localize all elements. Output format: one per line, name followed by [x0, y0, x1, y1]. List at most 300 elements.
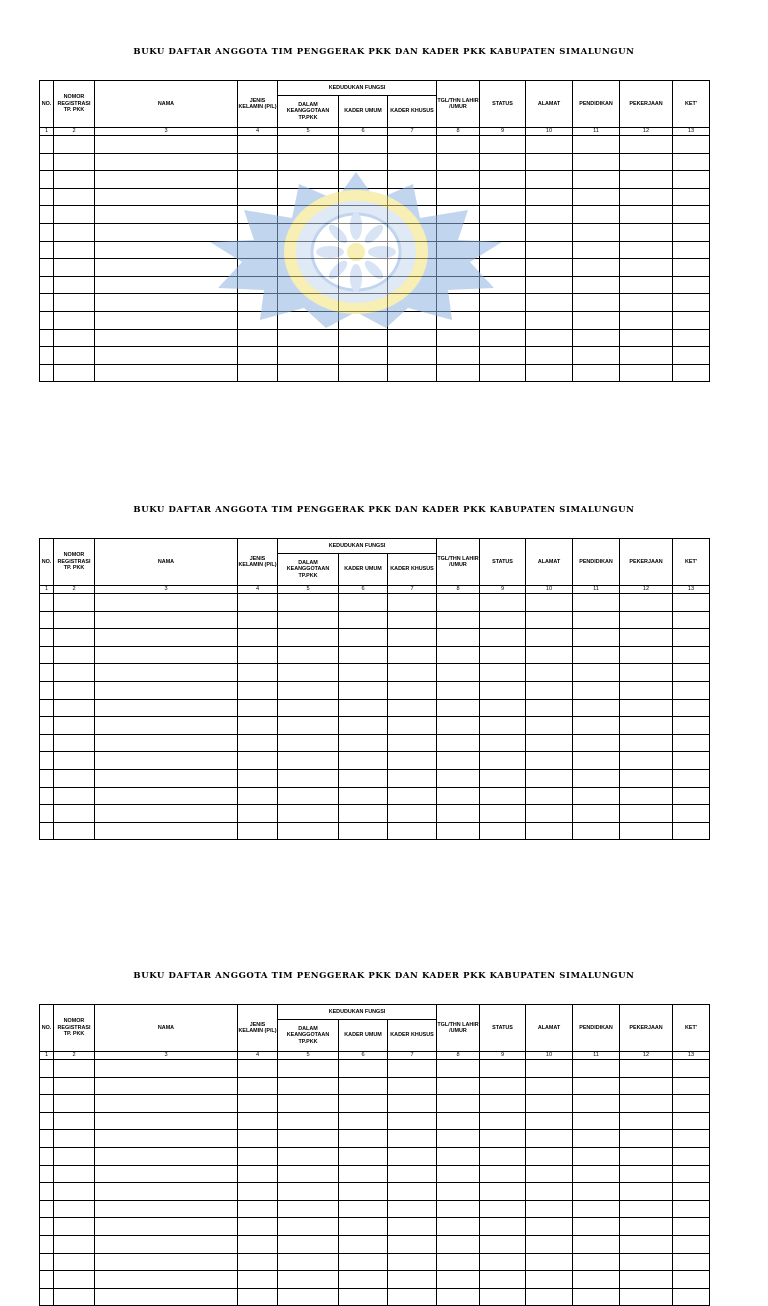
table-cell[interactable]: [339, 752, 388, 770]
table-cell[interactable]: [278, 646, 339, 664]
table-cell[interactable]: [620, 1183, 673, 1201]
table-cell[interactable]: [339, 347, 388, 365]
table-cell[interactable]: [95, 1147, 238, 1165]
table-cell[interactable]: [40, 364, 54, 382]
table-cell[interactable]: [95, 752, 238, 770]
table-cell[interactable]: [40, 329, 54, 347]
table-cell[interactable]: [620, 734, 673, 752]
table-cell[interactable]: [54, 646, 95, 664]
table-cell[interactable]: [339, 1183, 388, 1201]
table-cell[interactable]: [480, 787, 526, 805]
table-cell[interactable]: [95, 805, 238, 823]
table-cell[interactable]: [526, 276, 573, 294]
table-cell[interactable]: [339, 717, 388, 735]
table-cell[interactable]: [54, 241, 95, 259]
table-cell[interactable]: [40, 752, 54, 770]
table-cell[interactable]: [573, 329, 620, 347]
table-cell[interactable]: [278, 787, 339, 805]
table-cell[interactable]: [40, 1147, 54, 1165]
table-cell[interactable]: [339, 1060, 388, 1078]
table-cell[interactable]: [620, 223, 673, 241]
table-cell[interactable]: [95, 611, 238, 629]
table-cell[interactable]: [339, 787, 388, 805]
table-cell[interactable]: [238, 1200, 278, 1218]
table-cell[interactable]: [573, 1235, 620, 1253]
table-cell[interactable]: [388, 136, 437, 154]
table-cell[interactable]: [278, 1218, 339, 1236]
table-cell[interactable]: [526, 1271, 573, 1289]
table-cell[interactable]: [388, 1095, 437, 1113]
table-cell[interactable]: [40, 259, 54, 277]
table-cell[interactable]: [278, 1253, 339, 1271]
table-cell[interactable]: [40, 1271, 54, 1289]
table-cell[interactable]: [526, 329, 573, 347]
table-cell[interactable]: [620, 329, 673, 347]
table-cell[interactable]: [238, 1183, 278, 1201]
table-cell[interactable]: [480, 629, 526, 647]
table-cell[interactable]: [278, 1165, 339, 1183]
table-cell[interactable]: [620, 1218, 673, 1236]
table-cell[interactable]: [388, 1271, 437, 1289]
table-cell[interactable]: [620, 136, 673, 154]
table-cell[interactable]: [54, 681, 95, 699]
table-cell[interactable]: [339, 153, 388, 171]
table-cell[interactable]: [437, 1218, 480, 1236]
table-cell[interactable]: [278, 1077, 339, 1095]
table-cell[interactable]: [278, 153, 339, 171]
table-cell[interactable]: [573, 1218, 620, 1236]
table-cell[interactable]: [620, 787, 673, 805]
table-cell[interactable]: [238, 1165, 278, 1183]
table-cell[interactable]: [388, 329, 437, 347]
table-cell[interactable]: [480, 1112, 526, 1130]
table-cell[interactable]: [388, 699, 437, 717]
table-cell[interactable]: [388, 1077, 437, 1095]
table-cell[interactable]: [278, 594, 339, 612]
table-cell[interactable]: [339, 629, 388, 647]
table-cell[interactable]: [54, 1147, 95, 1165]
table-cell[interactable]: [437, 594, 480, 612]
table-cell[interactable]: [339, 699, 388, 717]
table-cell[interactable]: [40, 717, 54, 735]
table-cell[interactable]: [388, 611, 437, 629]
table-cell[interactable]: [620, 1147, 673, 1165]
table-cell[interactable]: [54, 769, 95, 787]
table-cell[interactable]: [238, 1218, 278, 1236]
table-cell[interactable]: [278, 717, 339, 735]
table-cell[interactable]: [526, 717, 573, 735]
table-cell[interactable]: [437, 1271, 480, 1289]
table-cell[interactable]: [238, 153, 278, 171]
table-cell[interactable]: [526, 1253, 573, 1271]
table-cell[interactable]: [437, 364, 480, 382]
table-cell[interactable]: [437, 734, 480, 752]
table-cell[interactable]: [95, 1288, 238, 1306]
table-cell[interactable]: [278, 136, 339, 154]
table-cell[interactable]: [54, 752, 95, 770]
table-cell[interactable]: [238, 136, 278, 154]
table-cell[interactable]: [54, 223, 95, 241]
table-cell[interactable]: [526, 822, 573, 840]
table-cell[interactable]: [278, 611, 339, 629]
table-cell[interactable]: [95, 1253, 238, 1271]
table-cell[interactable]: [620, 1095, 673, 1113]
table-cell[interactable]: [526, 787, 573, 805]
table-cell[interactable]: [573, 805, 620, 823]
table-cell[interactable]: [526, 699, 573, 717]
table-cell[interactable]: [526, 1288, 573, 1306]
table-cell[interactable]: [238, 787, 278, 805]
table-cell[interactable]: [238, 699, 278, 717]
table-cell[interactable]: [673, 1235, 710, 1253]
table-cell[interactable]: [40, 1253, 54, 1271]
table-cell[interactable]: [437, 664, 480, 682]
table-cell[interactable]: [54, 311, 95, 329]
table-cell[interactable]: [573, 1183, 620, 1201]
table-cell[interactable]: [480, 1060, 526, 1078]
table-cell[interactable]: [339, 1095, 388, 1113]
table-cell[interactable]: [54, 594, 95, 612]
table-cell[interactable]: [238, 805, 278, 823]
table-cell[interactable]: [238, 1130, 278, 1148]
table-cell[interactable]: [437, 1060, 480, 1078]
table-cell[interactable]: [620, 1253, 673, 1271]
table-cell[interactable]: [480, 1288, 526, 1306]
table-cell[interactable]: [40, 241, 54, 259]
table-cell[interactable]: [573, 1060, 620, 1078]
table-cell[interactable]: [673, 769, 710, 787]
table-cell[interactable]: [40, 347, 54, 365]
table-cell[interactable]: [95, 1165, 238, 1183]
table-cell[interactable]: [95, 699, 238, 717]
table-cell[interactable]: [238, 347, 278, 365]
table-cell[interactable]: [437, 1077, 480, 1095]
table-cell[interactable]: [278, 347, 339, 365]
table-cell[interactable]: [673, 594, 710, 612]
table-cell[interactable]: [238, 1235, 278, 1253]
table-cell[interactable]: [388, 1130, 437, 1148]
table-cell[interactable]: [238, 364, 278, 382]
table-cell[interactable]: [526, 171, 573, 189]
table-cell[interactable]: [620, 294, 673, 312]
table-cell[interactable]: [573, 311, 620, 329]
table-cell[interactable]: [673, 223, 710, 241]
table-cell[interactable]: [238, 1095, 278, 1113]
table-cell[interactable]: [95, 1183, 238, 1201]
table-cell[interactable]: [40, 188, 54, 206]
table-cell[interactable]: [673, 1147, 710, 1165]
table-cell[interactable]: [526, 1165, 573, 1183]
table-cell[interactable]: [480, 329, 526, 347]
table-cell[interactable]: [339, 805, 388, 823]
table-cell[interactable]: [95, 153, 238, 171]
table-cell[interactable]: [573, 646, 620, 664]
table-cell[interactable]: [673, 136, 710, 154]
table-cell[interactable]: [40, 822, 54, 840]
table-cell[interactable]: [238, 734, 278, 752]
table-cell[interactable]: [238, 664, 278, 682]
table-cell[interactable]: [388, 1112, 437, 1130]
table-cell[interactable]: [278, 1183, 339, 1201]
table-cell[interactable]: [40, 1235, 54, 1253]
table-cell[interactable]: [339, 594, 388, 612]
table-cell[interactable]: [40, 664, 54, 682]
table-cell[interactable]: [437, 1112, 480, 1130]
table-cell[interactable]: [95, 1077, 238, 1095]
table-cell[interactable]: [54, 364, 95, 382]
table-cell[interactable]: [526, 136, 573, 154]
table-cell[interactable]: [573, 1253, 620, 1271]
table-cell[interactable]: [673, 1253, 710, 1271]
table-cell[interactable]: [573, 1200, 620, 1218]
table-cell[interactable]: [339, 1253, 388, 1271]
table-cell[interactable]: [54, 1200, 95, 1218]
table-cell[interactable]: [673, 611, 710, 629]
table-cell[interactable]: [278, 1130, 339, 1148]
table-cell[interactable]: [95, 347, 238, 365]
table-cell[interactable]: [673, 734, 710, 752]
table-cell[interactable]: [54, 1165, 95, 1183]
table-cell[interactable]: [238, 822, 278, 840]
table-cell[interactable]: [238, 769, 278, 787]
table-cell[interactable]: [480, 1235, 526, 1253]
table-cell[interactable]: [526, 594, 573, 612]
table-cell[interactable]: [54, 1235, 95, 1253]
table-cell[interactable]: [339, 681, 388, 699]
table-cell[interactable]: [388, 347, 437, 365]
table-cell[interactable]: [238, 681, 278, 699]
table-cell[interactable]: [480, 734, 526, 752]
table-cell[interactable]: [339, 611, 388, 629]
table-cell[interactable]: [620, 206, 673, 224]
table-cell[interactable]: [620, 594, 673, 612]
table-cell[interactable]: [54, 664, 95, 682]
table-cell[interactable]: [573, 188, 620, 206]
table-cell[interactable]: [54, 259, 95, 277]
table-cell[interactable]: [673, 1218, 710, 1236]
table-cell[interactable]: [95, 329, 238, 347]
table-cell[interactable]: [95, 1235, 238, 1253]
table-cell[interactable]: [54, 1253, 95, 1271]
table-cell[interactable]: [526, 364, 573, 382]
table-cell[interactable]: [95, 1218, 238, 1236]
table-cell[interactable]: [620, 822, 673, 840]
table-cell[interactable]: [339, 1218, 388, 1236]
table-cell[interactable]: [95, 1200, 238, 1218]
table-cell[interactable]: [673, 294, 710, 312]
table-cell[interactable]: [437, 347, 480, 365]
table-cell[interactable]: [526, 259, 573, 277]
table-cell[interactable]: [54, 347, 95, 365]
table-cell[interactable]: [278, 734, 339, 752]
table-cell[interactable]: [573, 1077, 620, 1095]
table-cell[interactable]: [40, 1200, 54, 1218]
table-cell[interactable]: [526, 1147, 573, 1165]
table-cell[interactable]: [573, 594, 620, 612]
table-cell[interactable]: [437, 1200, 480, 1218]
table-cell[interactable]: [54, 1130, 95, 1148]
table-cell[interactable]: [339, 769, 388, 787]
table-cell[interactable]: [480, 1095, 526, 1113]
table-cell[interactable]: [40, 769, 54, 787]
table-cell[interactable]: [673, 664, 710, 682]
table-cell[interactable]: [673, 629, 710, 647]
table-cell[interactable]: [620, 717, 673, 735]
table-cell[interactable]: [437, 1130, 480, 1148]
table-cell[interactable]: [95, 629, 238, 647]
table-cell[interactable]: [573, 276, 620, 294]
table-cell[interactable]: [54, 206, 95, 224]
table-cell[interactable]: [388, 787, 437, 805]
table-cell[interactable]: [54, 1077, 95, 1095]
table-cell[interactable]: [620, 1200, 673, 1218]
table-cell[interactable]: [437, 699, 480, 717]
table-cell[interactable]: [526, 153, 573, 171]
table-cell[interactable]: [339, 364, 388, 382]
table-cell[interactable]: [437, 1288, 480, 1306]
table-cell[interactable]: [40, 223, 54, 241]
table-cell[interactable]: [620, 347, 673, 365]
table-cell[interactable]: [673, 1183, 710, 1201]
table-cell[interactable]: [437, 1095, 480, 1113]
table-cell[interactable]: [573, 364, 620, 382]
table-cell[interactable]: [54, 329, 95, 347]
table-cell[interactable]: [388, 734, 437, 752]
table-cell[interactable]: [437, 329, 480, 347]
table-cell[interactable]: [573, 206, 620, 224]
table-cell[interactable]: [388, 364, 437, 382]
table-cell[interactable]: [480, 1165, 526, 1183]
table-cell[interactable]: [278, 752, 339, 770]
table-cell[interactable]: [388, 1200, 437, 1218]
table-cell[interactable]: [388, 717, 437, 735]
table-cell[interactable]: [278, 805, 339, 823]
table-cell[interactable]: [437, 805, 480, 823]
table-cell[interactable]: [278, 681, 339, 699]
table-cell[interactable]: [620, 646, 673, 664]
table-cell[interactable]: [95, 1060, 238, 1078]
table-cell[interactable]: [620, 1235, 673, 1253]
table-cell[interactable]: [620, 1060, 673, 1078]
table-cell[interactable]: [278, 769, 339, 787]
table-cell[interactable]: [480, 347, 526, 365]
table-cell[interactable]: [40, 629, 54, 647]
table-cell[interactable]: [339, 136, 388, 154]
table-cell[interactable]: [238, 646, 278, 664]
table-cell[interactable]: [573, 611, 620, 629]
table-cell[interactable]: [573, 1147, 620, 1165]
table-cell[interactable]: [480, 1218, 526, 1236]
table-cell[interactable]: [339, 1130, 388, 1148]
table-cell[interactable]: [54, 294, 95, 312]
table-cell[interactable]: [526, 629, 573, 647]
table-cell[interactable]: [526, 1235, 573, 1253]
table-cell[interactable]: [40, 594, 54, 612]
table-cell[interactable]: [526, 206, 573, 224]
table-cell[interactable]: [95, 1112, 238, 1130]
table-cell[interactable]: [573, 259, 620, 277]
table-cell[interactable]: [437, 1235, 480, 1253]
table-cell[interactable]: [620, 681, 673, 699]
table-cell[interactable]: [480, 1200, 526, 1218]
table-cell[interactable]: [673, 1200, 710, 1218]
table-cell[interactable]: [40, 1112, 54, 1130]
table-cell[interactable]: [278, 1235, 339, 1253]
table-cell[interactable]: [54, 136, 95, 154]
table-cell[interactable]: [278, 629, 339, 647]
table-cell[interactable]: [673, 717, 710, 735]
table-cell[interactable]: [620, 276, 673, 294]
table-cell[interactable]: [339, 1200, 388, 1218]
table-cell[interactable]: [480, 752, 526, 770]
table-cell[interactable]: [388, 1288, 437, 1306]
table-cell[interactable]: [673, 1271, 710, 1289]
table-cell[interactable]: [673, 646, 710, 664]
table-cell[interactable]: [238, 752, 278, 770]
table-cell[interactable]: [388, 681, 437, 699]
table-cell[interactable]: [620, 1165, 673, 1183]
table-cell[interactable]: [54, 1095, 95, 1113]
table-cell[interactable]: [54, 188, 95, 206]
table-cell[interactable]: [673, 329, 710, 347]
table-cell[interactable]: [673, 752, 710, 770]
table-cell[interactable]: [388, 822, 437, 840]
table-cell[interactable]: [673, 787, 710, 805]
table-cell[interactable]: [673, 206, 710, 224]
table-cell[interactable]: [437, 1253, 480, 1271]
table-cell[interactable]: [278, 329, 339, 347]
table-cell[interactable]: [238, 1253, 278, 1271]
table-cell[interactable]: [278, 1112, 339, 1130]
table-cell[interactable]: [40, 294, 54, 312]
table-cell[interactable]: [480, 1077, 526, 1095]
table-cell[interactable]: [238, 1288, 278, 1306]
table-cell[interactable]: [526, 1077, 573, 1095]
table-cell[interactable]: [673, 364, 710, 382]
table-cell[interactable]: [238, 717, 278, 735]
table-cell[interactable]: [620, 805, 673, 823]
table-cell[interactable]: [54, 1060, 95, 1078]
table-cell[interactable]: [40, 1095, 54, 1113]
table-cell[interactable]: [339, 1112, 388, 1130]
table-cell[interactable]: [673, 822, 710, 840]
table-cell[interactable]: [40, 1165, 54, 1183]
table-cell[interactable]: [388, 1218, 437, 1236]
table-cell[interactable]: [480, 136, 526, 154]
table-cell[interactable]: [573, 171, 620, 189]
table-cell[interactable]: [278, 1060, 339, 1078]
table-cell[interactable]: [437, 752, 480, 770]
table-cell[interactable]: [95, 822, 238, 840]
table-cell[interactable]: [620, 769, 673, 787]
table-cell[interactable]: [526, 241, 573, 259]
table-cell[interactable]: [480, 1130, 526, 1148]
table-cell[interactable]: [40, 611, 54, 629]
table-cell[interactable]: [573, 241, 620, 259]
table-cell[interactable]: [278, 1200, 339, 1218]
table-cell[interactable]: [620, 241, 673, 259]
table-cell[interactable]: [388, 629, 437, 647]
table-cell[interactable]: [480, 611, 526, 629]
table-cell[interactable]: [526, 1183, 573, 1201]
table-cell[interactable]: [278, 1288, 339, 1306]
table-cell[interactable]: [673, 259, 710, 277]
table-cell[interactable]: [95, 646, 238, 664]
table-cell[interactable]: [388, 769, 437, 787]
table-cell[interactable]: [95, 594, 238, 612]
table-cell[interactable]: [573, 347, 620, 365]
table-cell[interactable]: [480, 717, 526, 735]
